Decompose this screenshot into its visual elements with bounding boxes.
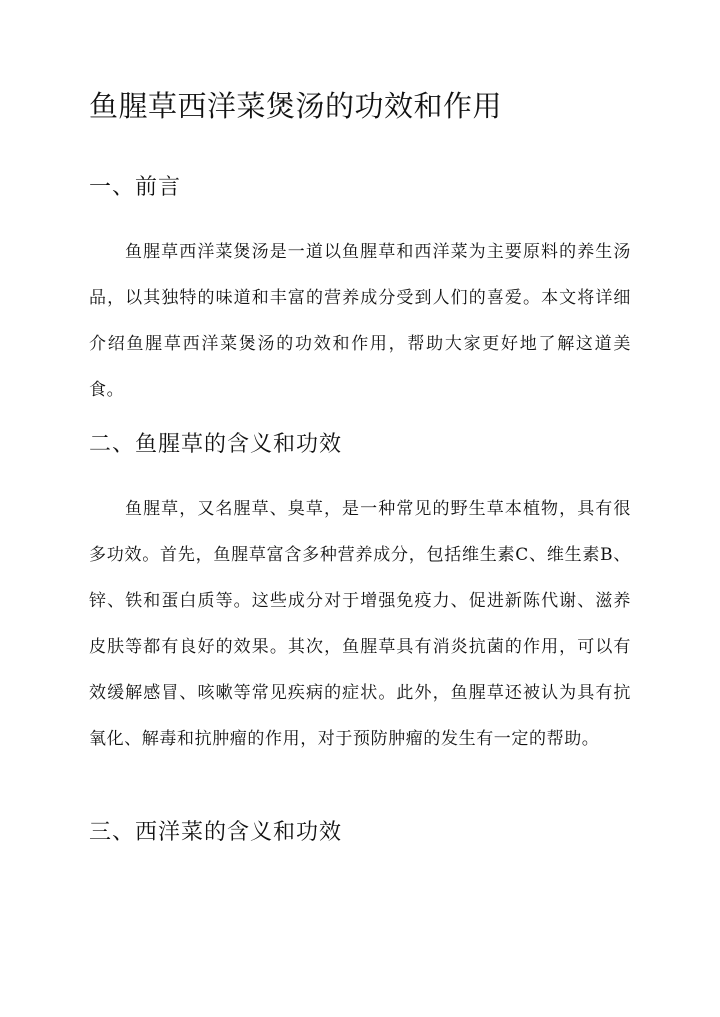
section-heading-xiyangcai: 三、西洋菜的含义和功效	[89, 820, 343, 845]
paragraph-yuxingcao: 鱼腥草，又名腥草、臭草，是一种常见的野生草本植物，具有很多功效。首先，鱼腥草富含多种营养成分，包括维生素C、维生素B、锌、铁和蛋白质等。这些成分对于增强免疫力、促进新陈代谢、滋养皮肤等都有良好的效果。其次，鱼腥草具有消炎抗菌的作用，可以有效缓解感冒、咳嗽等常见疾病的症状。此外，鱼腥草还被认为具有抗氧化、解毒和抗肿瘤的作用，对于预防肿瘤的发生有一定的帮助。	[89, 499, 631, 749]
paragraph-preface: 鱼腥草西洋菜煲汤是一道以鱼腥草和西洋菜为主要原料的养生汤品，以其独特的味道和丰富的营养成分受到人们的喜爱。本文将详细介绍鱼腥草西洋菜煲汤的功效和作用，帮助大家更好地了解这道美食。	[89, 242, 631, 400]
section-heading-preface: 一、前言	[89, 175, 182, 200]
document-title: 鱼腥草西洋菜煲汤的功效和作用	[89, 89, 503, 123]
section-heading-yuxingcao: 二、鱼腥草的含义和功效	[89, 432, 343, 457]
